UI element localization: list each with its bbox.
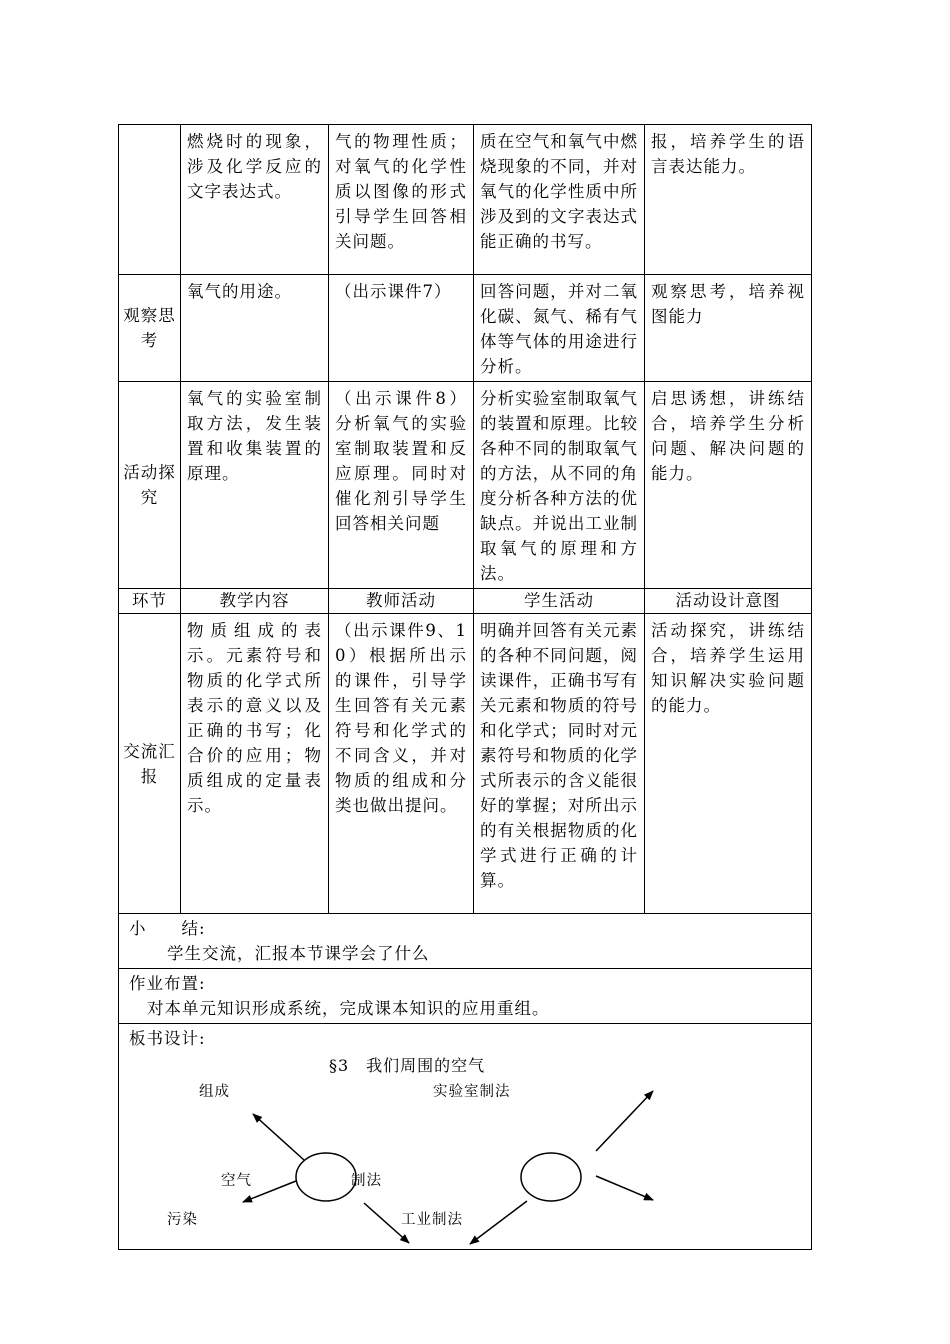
homework-row [119,969,812,1024]
right-circle [521,1153,581,1201]
header-section: 环节 [119,589,181,614]
label-air: 空气 [221,1173,252,1189]
header-intent: 活动设计意图 [645,589,812,614]
board-cell [119,1024,812,1250]
label-lab-method: 实验室制法 [433,1084,511,1100]
arrow-industrial [470,1201,527,1244]
label-method: 制法 [351,1173,382,1189]
homework-cell [119,969,812,1024]
board-title: §3 我们周围的空气 [329,1056,486,1075]
table-row [119,125,812,275]
summary-text: 学生交流，汇报本节课学会了什么 [167,944,430,963]
homework-label: 作业布置: [129,974,206,993]
design-intent-cell: 活动探究，讲练结合，培养学生运用知识解决实验问题的能力。 [645,614,812,914]
header-content: 教学内容 [181,589,329,614]
design-intent-cell: 报，培养学生的语言表达能力。 [645,125,812,275]
arrow-composition [253,1114,304,1160]
content-cell: 氧气的实验室制取方法，发生装置和收集装置的原理。 [181,382,329,589]
summary-label: 小 结: [129,919,206,938]
board-row [119,1024,812,1250]
student-activity-cell: 明确并回答有关元素的各种不同问题，阅读课件，正确书写有关元素和物质的符号和化学式；同时对元素符号和物质的化学式所表示的含义能很好的掌握；对所出示的有关根据物质的化学式进行正确的计算。 [474,614,645,914]
teacher-activity-cell: （出示课件8）分析氧气的实验室制取装置和反应原理。同时对催化剂引导学生回答相关问题 [329,382,474,589]
arrow-right-lower [596,1176,653,1200]
label-composition: 组成 [199,1084,230,1100]
label-industrial: 工业制法 [401,1212,463,1228]
table-row [119,275,812,382]
section-cell: 交流汇报 [119,614,181,914]
section-cell: 观察思考 [119,275,181,382]
summary-cell [119,914,812,969]
design-intent-cell: 观察思考，培养视图能力 [645,275,812,382]
header-student: 学生活动 [474,589,645,614]
content-cell: 物质组成的表示。元素符号和物质的化学式所表示的意义以及正确的书写；化合价的应用；物质组成的定量表示。 [181,614,329,914]
homework-text: 对本单元知识形成系统，完成课本知识的应用重组。 [147,999,550,1018]
lesson-plan-table [118,124,812,1250]
teacher-activity-cell: 气的物理性质；对氧气的化学性质以图像的形式引导学生回答相关问题。 [329,125,474,275]
content-cell: 燃烧时的现象，涉及化学反应的文字表达式。 [181,125,329,275]
teacher-activity-cell: （出示课件7） [329,275,474,382]
left-circle [296,1153,356,1201]
header-row [119,589,812,614]
design-intent-cell: 启思诱想，讲练结合，培养学生分析问题、解决问题的能力。 [645,382,812,589]
table-row [119,382,812,589]
board-design [129,1051,801,1247]
header-teacher: 教师活动 [329,589,474,614]
label-pollution: 污染 [167,1212,198,1228]
student-activity-cell: 分析实验室制取氧气的装置和原理。比较各种不同的制取氧气的方法，从不同的角度分析各种方法的优缺点。并说出工业制取氧气的原理和方法。 [474,382,645,589]
arrow-lab-method [596,1091,653,1151]
table-row [119,614,812,914]
board-label: 板书设计: [129,1029,206,1048]
student-activity-cell: 回答问题，并对二氧化碳、氮气、稀有气体等气体的用途进行分析。 [474,275,645,382]
section-cell [119,125,181,275]
student-activity-cell: 质在空气和氧气中燃烧现象的不同，并对氧气的化学性质中所涉及到的文字表达式能正确的书写。 [474,125,645,275]
section-cell: 活动探究 [119,382,181,589]
content-cell: 氧气的用途。 [181,275,329,382]
summary-row [119,914,812,969]
teacher-activity-cell: （出示课件9、10）根据所出示的课件，引导学生回答有关元素符号和化学式的不同含义，并对物质的组成和分类也做出提问。 [329,614,474,914]
